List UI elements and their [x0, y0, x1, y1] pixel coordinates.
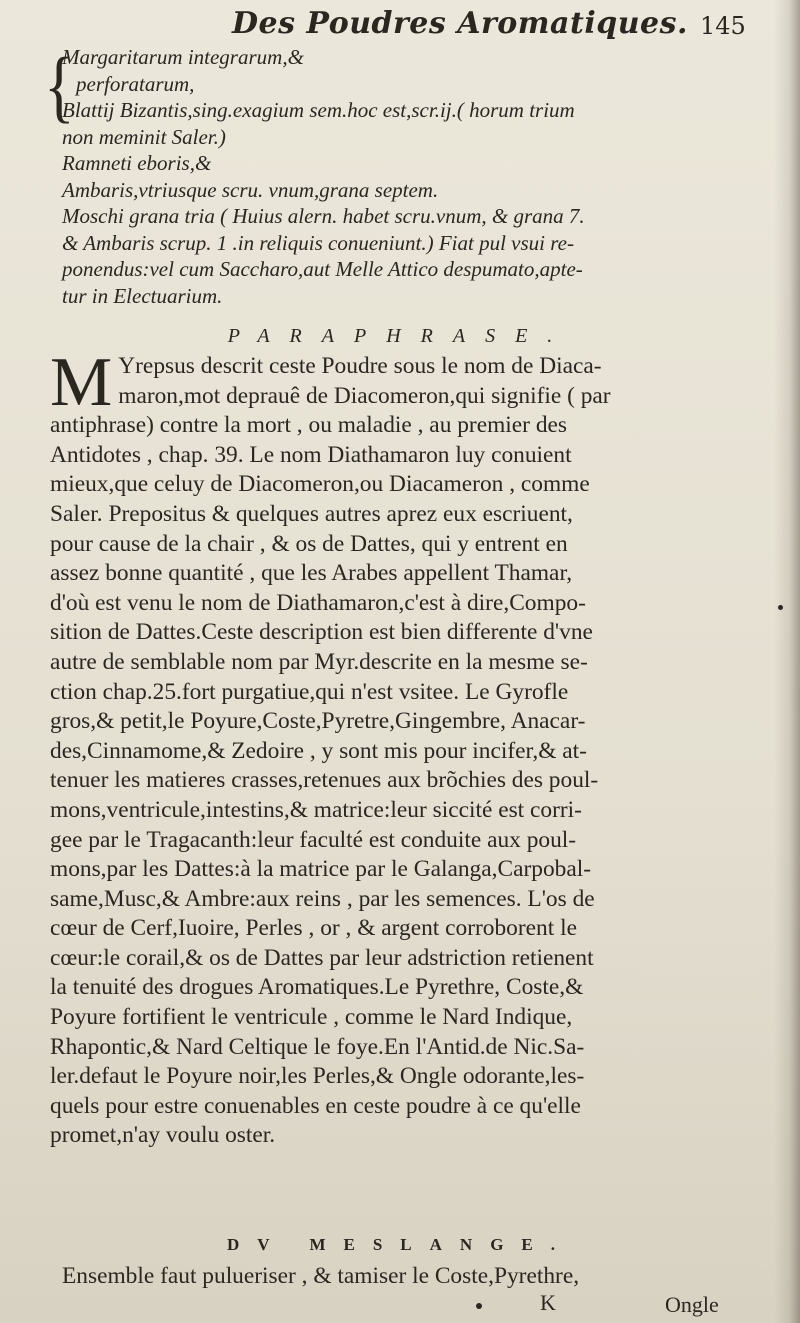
paragraph-line: la tenuité des drogues Aromatiques.Le Pyrethre, Coste,& — [50, 974, 584, 1001]
paragraph-line: sition de Dattes.Ceste description est bien differente d'vne — [50, 619, 593, 646]
paragraph-line: gee par le Tragacanth:leur faculté est conduite aux poul- — [50, 826, 577, 853]
latin-recipe — [44, 41, 763, 309]
latin-line: Ramneti eboris,& — [62, 151, 212, 175]
paragraph-line: promet,n'ay voulu oster. — [50, 1122, 276, 1149]
latin-line: tur in Electuarium. — [62, 283, 223, 308]
paragraph-line: Rhapontic,& Nard Celtique le foye.En l'Antid.de Nic.Sa- — [50, 1033, 585, 1060]
latin-line: Blattij Bizantis,sing.exagium sem.hoc est,scr.ij.( horum trium — [62, 98, 575, 122]
paragraph-line: Ensemble faut pulueriser , & tamiser le Coste,Pyrethre, — [62, 1263, 580, 1289]
ink-spot — [476, 1303, 482, 1309]
paragraph-line: maron,mot deprauê de Diacomeron,qui signifie ( par — [118, 382, 611, 409]
paragraph-line: ler.defaut le Poyure noir,les Perles,& Ongle odorante,les- — [50, 1063, 585, 1090]
latin-line: perforatarum, — [76, 71, 195, 96]
page-edge-shadow — [774, 0, 800, 1323]
paragraph-line: antiphrase) contre la mort , ou maladie , au premier des — [50, 412, 567, 439]
curly-brace-icon: { — [44, 41, 75, 130]
latin-line: Margaritarum integrarum,& — [62, 45, 304, 69]
brace-group — [44, 41, 763, 130]
paragraph-line: cœur de Cerf,Iuoire, Perles , or , & argent corroborent le — [50, 915, 577, 942]
paragraph-line: gros,& petit,le Poyure,Coste,Pyretre,Gingembre, Anacar- — [50, 708, 586, 735]
latin-line: & Ambaris scrup. 1 .in reliquis conueniunt.) Fiat pul vsui re- — [62, 230, 574, 255]
catchword: Ongle — [665, 1292, 719, 1317]
page-header — [60, 6, 760, 46]
paragraph-line: autre de semblable nom par Myr.descrite en la mesme se- — [50, 648, 588, 675]
paragraph-line: pour cause de la chair , & os de Dattes, qui y entrent en — [50, 530, 568, 557]
paragraph-line: des,Cinnamome,& Zedoire , y sont mis pour incifer,& at- — [50, 737, 587, 764]
latin-line: ponendus:vel cum Saccharo,aut Melle Attico despumato,apte- — [62, 257, 583, 281]
paragraph-line: quels pour estre conuenables en ceste poudre à ce qu'elle — [50, 1092, 581, 1119]
latin-line: non meminit Saler.) — [62, 124, 226, 149]
paragraph-line: same,Musc,& Ambre:aux reins , par les semences. L'os de — [50, 885, 595, 912]
melange-heading: DV MESLANGE. — [226, 1235, 574, 1254]
paragraph-line: mons,par les Dattes:à la matrice par le Galanga,Carpobal- — [50, 856, 592, 883]
paraphrase-heading: PARAPHRASE. — [227, 325, 573, 347]
paraphrase-body — [50, 344, 762, 1151]
melange-body — [62, 1262, 762, 1291]
paragraph-line: Antidotes , chap. 39. Le nom Diathamaron luy conuient — [50, 441, 572, 468]
paragraph-line: ction chap.25.fort purgatiue,qui n'est vsitee. Le Gyrofle — [50, 678, 569, 705]
latin-line: Moschi grana tria ( Huius alern. habet scru.vnum, & grana 7. — [62, 204, 585, 228]
paragraph-line: assez bonne quantité , que les Arabes appellent Thamar, — [50, 560, 573, 587]
paragraph-line: mieux,que celuy de Diacomeron,ou Diacameron , comme — [50, 471, 590, 498]
page-number: 145 — [700, 12, 746, 40]
paragraph-line: mons,ventricule,intestins,& matrice:leur siccité est corri- — [50, 796, 582, 823]
paragraph-line: cœur:le corail,& os de Dattes par leur adstriction retienent — [50, 944, 594, 971]
paragraph-line: Yrepsus descrit ceste Poudre sous le nom de Diaca- — [118, 353, 602, 379]
latin-line: Ambaris,vtriusque scru. vnum,grana septem. — [62, 177, 439, 202]
paragraph-line: tenuer les matieres crasses,retenues aux brõchies des poul- — [50, 767, 599, 794]
drop-cap: M — [50, 344, 113, 421]
signature-mark: K — [540, 1290, 556, 1315]
paragraph-line: Saler. Prepositus & quelques autres aprez eux escriuent, — [50, 500, 573, 527]
running-title: Des Poudres Aromatiques. — [232, 6, 688, 41]
paragraph-line: Poyure fortifient le ventricule , comme le Nard Indique, — [50, 1004, 573, 1031]
ink-spot — [778, 605, 783, 610]
paragraph-line: d'où est venu le nom de Diathamaron,c'est à dire,Compo- — [50, 589, 586, 616]
